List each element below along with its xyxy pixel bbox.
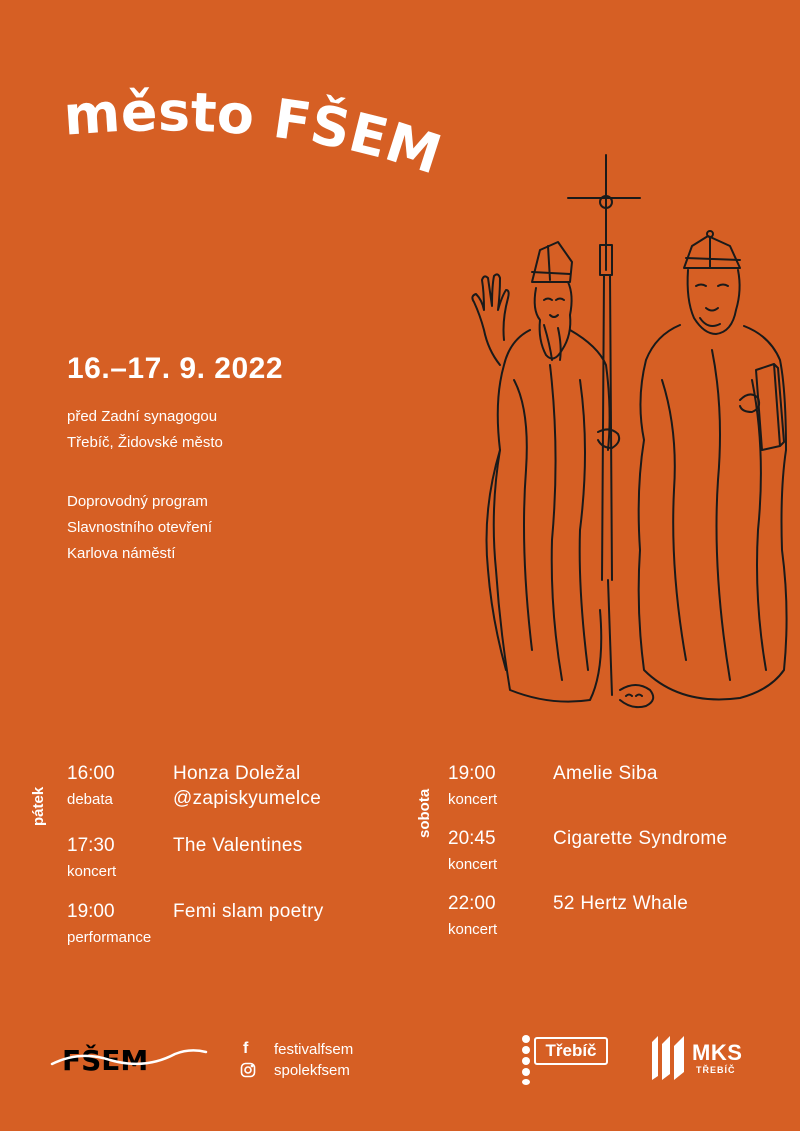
event-time: 16:00 — [67, 763, 115, 784]
event-type: performance — [67, 929, 152, 946]
location-line: Třebíč, Židovské město — [67, 434, 223, 451]
event-type: koncert — [448, 856, 498, 873]
event-type: koncert — [448, 791, 498, 808]
event-time: 22:00 — [448, 893, 496, 914]
event-time: 19:00 — [67, 901, 115, 922]
event-name: 52 Hertz Whale — [553, 893, 689, 914]
facebook-icon: f — [243, 1040, 249, 1057]
day-label-saturday: sobota — [416, 788, 433, 838]
event-name: The Valentines — [173, 835, 303, 856]
event-date: 16.–17. 9. 2022 — [67, 352, 284, 385]
program-block — [67, 489, 212, 567]
event-name: Cigarette Syndrome — [553, 828, 728, 849]
fsem-logo-text: FŠEM — [62, 1044, 149, 1077]
svg-text:město FŠEM — [62, 80, 449, 186]
instagram-icon — [240, 1062, 256, 1078]
instagram-link[interactable]: spolekfsem — [274, 1062, 350, 1079]
program-line: Slavnostního otevření — [67, 519, 213, 536]
trebic-logo — [522, 1035, 612, 1085]
day-label-friday: pátek — [30, 786, 47, 826]
trebic-logo-text: Třebíč — [534, 1037, 608, 1065]
event-time: 19:00 — [448, 763, 496, 784]
title-text: město FŠEM — [61, 80, 449, 187]
facebook-link[interactable]: festivalfsem — [274, 1041, 354, 1058]
program-line: Karlova náměstí — [67, 545, 176, 562]
event-time: 17:30 — [67, 835, 115, 856]
event-name: @zapiskyumelce — [173, 788, 322, 809]
location-line: před Zadní synagogou — [67, 408, 218, 425]
location-block — [67, 404, 223, 456]
saints-illustration — [440, 150, 800, 720]
event-name: Femi slam poetry — [173, 901, 324, 922]
mks-mark-icon — [650, 1032, 690, 1082]
event-type: koncert — [448, 921, 498, 938]
mks-logo-subtext: TŘEBÍČ — [696, 1065, 736, 1075]
event-name: Honza Doležal — [173, 763, 301, 784]
mks-logo-text: MKS — [692, 1040, 743, 1065]
fsem-logo — [50, 1036, 210, 1082]
event-type: koncert — [67, 863, 117, 880]
event-name: Amelie Siba — [553, 763, 658, 784]
event-type: debata — [67, 791, 113, 808]
event-time: 20:45 — [448, 828, 496, 849]
program-line: Doprovodný program — [67, 493, 208, 510]
mks-logo — [650, 1032, 760, 1084]
